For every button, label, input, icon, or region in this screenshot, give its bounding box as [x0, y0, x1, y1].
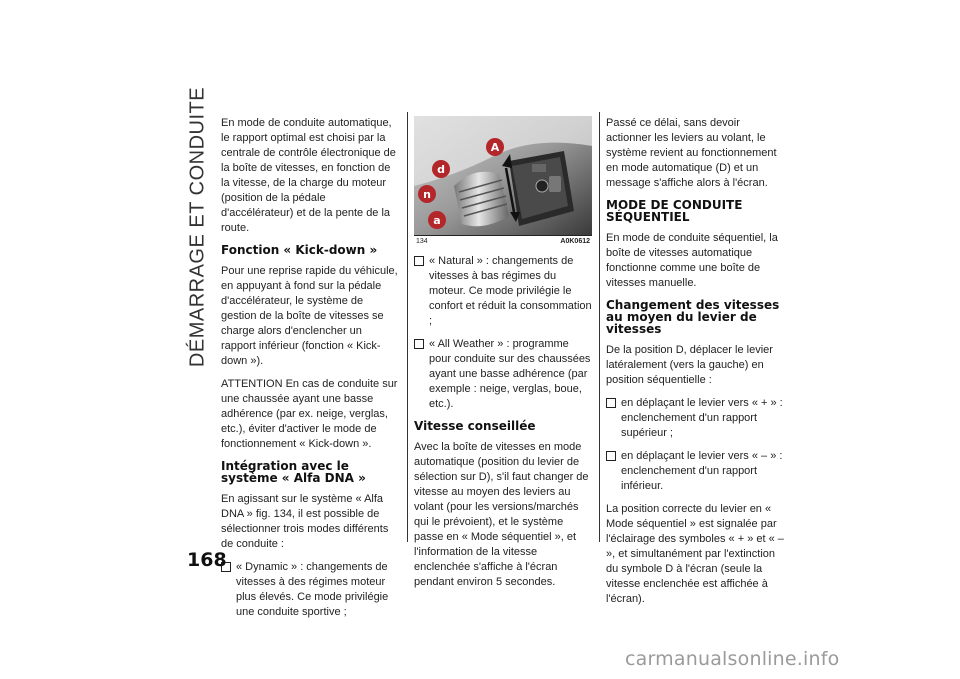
- watermark: carmanualsonline.info: [625, 648, 840, 670]
- callout-n: n: [423, 188, 431, 201]
- heading-mode-sequentiel: MODE DE CONDUITE SÉQUENTIEL: [606, 198, 743, 224]
- heading-changement-vitesses: Changement des vitesses au moyen du levier de vitesses: [606, 298, 780, 336]
- figure-caption-bar: [414, 235, 592, 247]
- paragraph: En agissant sur le système « Alfa DNA » fig. 134, il est possible de sélectionner trois modes différents de conduite :: [221, 493, 389, 550]
- list-item: « All Weather » : programme pour conduite sur des chaussées ayant une basse adhérence (par exemple : neige, verglas, boue, etc.).: [414, 337, 592, 412]
- checkbox-bullet-icon: [606, 398, 616, 408]
- figure-134: [414, 116, 592, 246]
- attention-paragraph: ATTENTION En cas de conduite sur une chaussée ayant une basse adhérence (par ex. neige, verglas, etc.), éviter d'activer le mode de fonctionnement « Kick-down ».: [221, 378, 398, 450]
- paragraph: En mode de conduite automatique, le rapport optimal est choisi par la centrale de contrôle électronique de la boîte de vitesses, en fonction de la vitesse, de la charge du moteur (position de la pédale d'accélérateur) et de la pente de la route.: [221, 117, 396, 234]
- heading-kick-down: Fonction « Kick-down »: [221, 243, 378, 257]
- paragraph: La position correcte du levier en « Mode séquentiel » est signalée par l'éclairage des symboles « + » et « – », et simultanément par l'extinction du symbole D à l'écran (seule la vitesse enclenchée est affichée à l'écran).: [606, 503, 784, 605]
- checkbox-bullet-icon: [414, 256, 424, 266]
- gear-selector-illustration: [414, 116, 592, 235]
- text-column-2: [414, 116, 592, 598]
- paragraph: Passé ce délai, sans devoir actionner les leviers au volant, le système revient au fonctionnement en mode automatique (D) et un message s'affiche alors à l'écran.: [606, 117, 777, 189]
- paragraph: En mode de conduite séquentiel, la boîte de vitesses automatique fonctionne comme une boîte de vitesses manuelle.: [606, 232, 778, 289]
- text-column-3: [606, 116, 784, 615]
- list-item: « Natural » : changements de vitesses à bas régimes du moteur. Ce mode privilégie le confort et réduit la consommation ;: [414, 254, 592, 329]
- checkbox-bullet-icon: [414, 339, 424, 349]
- figure-number: 134: [416, 238, 428, 245]
- paragraph: Pour une reprise rapide du véhicule, en appuyant à fond sur la pédale d'accélérateur, le système de gestion de la boîte de vitesses se charge alors d'enclencher un rapport inférieur (fonction « Kick-down »).: [221, 265, 398, 367]
- callout-a: a: [433, 214, 441, 227]
- callout-d: d: [437, 163, 445, 176]
- callout-A: A: [490, 141, 500, 154]
- list-item: « Dynamic » : changements de vitesses à des régimes moteur plus élevés. Ce mode privilégie une conduite sportive ;: [221, 560, 399, 620]
- section-title: DÉMARRAGE ET CONDUITE: [186, 86, 209, 368]
- paragraph: Avec la boîte de vitesses en mode automatique (position du levier de sélection sur D), s'il faut changer de vitesse au moyen des leviers au volant (pour les versions/marchés qui le prévoient), et le système passe en « Mode séquentiel », et l'information de la vitesse enclenchée s'affiche à l'écran pendant environ 5 secondes.: [414, 441, 589, 588]
- page-number: 168: [187, 549, 227, 571]
- figure-code: A0K0612: [560, 238, 590, 245]
- heading-vitesse-conseillee: Vitesse conseillée: [414, 419, 536, 433]
- paragraph: De la position D, déplacer le levier latéralement (vers la gauche) en position séquentielle :: [606, 344, 773, 386]
- list-item: en déplaçant le levier vers « – » : enclenchement d'un rapport inférieur.: [606, 449, 784, 494]
- text-column-1: [221, 116, 399, 628]
- column-divider: [407, 112, 408, 542]
- list-item: en déplaçant le levier vers « + » : enclenchement d'un rapport supérieur ;: [606, 396, 784, 441]
- column-divider: [599, 112, 600, 542]
- heading-alfa-dna: Intégration avec le système « Alfa DNA »: [221, 459, 366, 485]
- checkbox-bullet-icon: [606, 451, 616, 461]
